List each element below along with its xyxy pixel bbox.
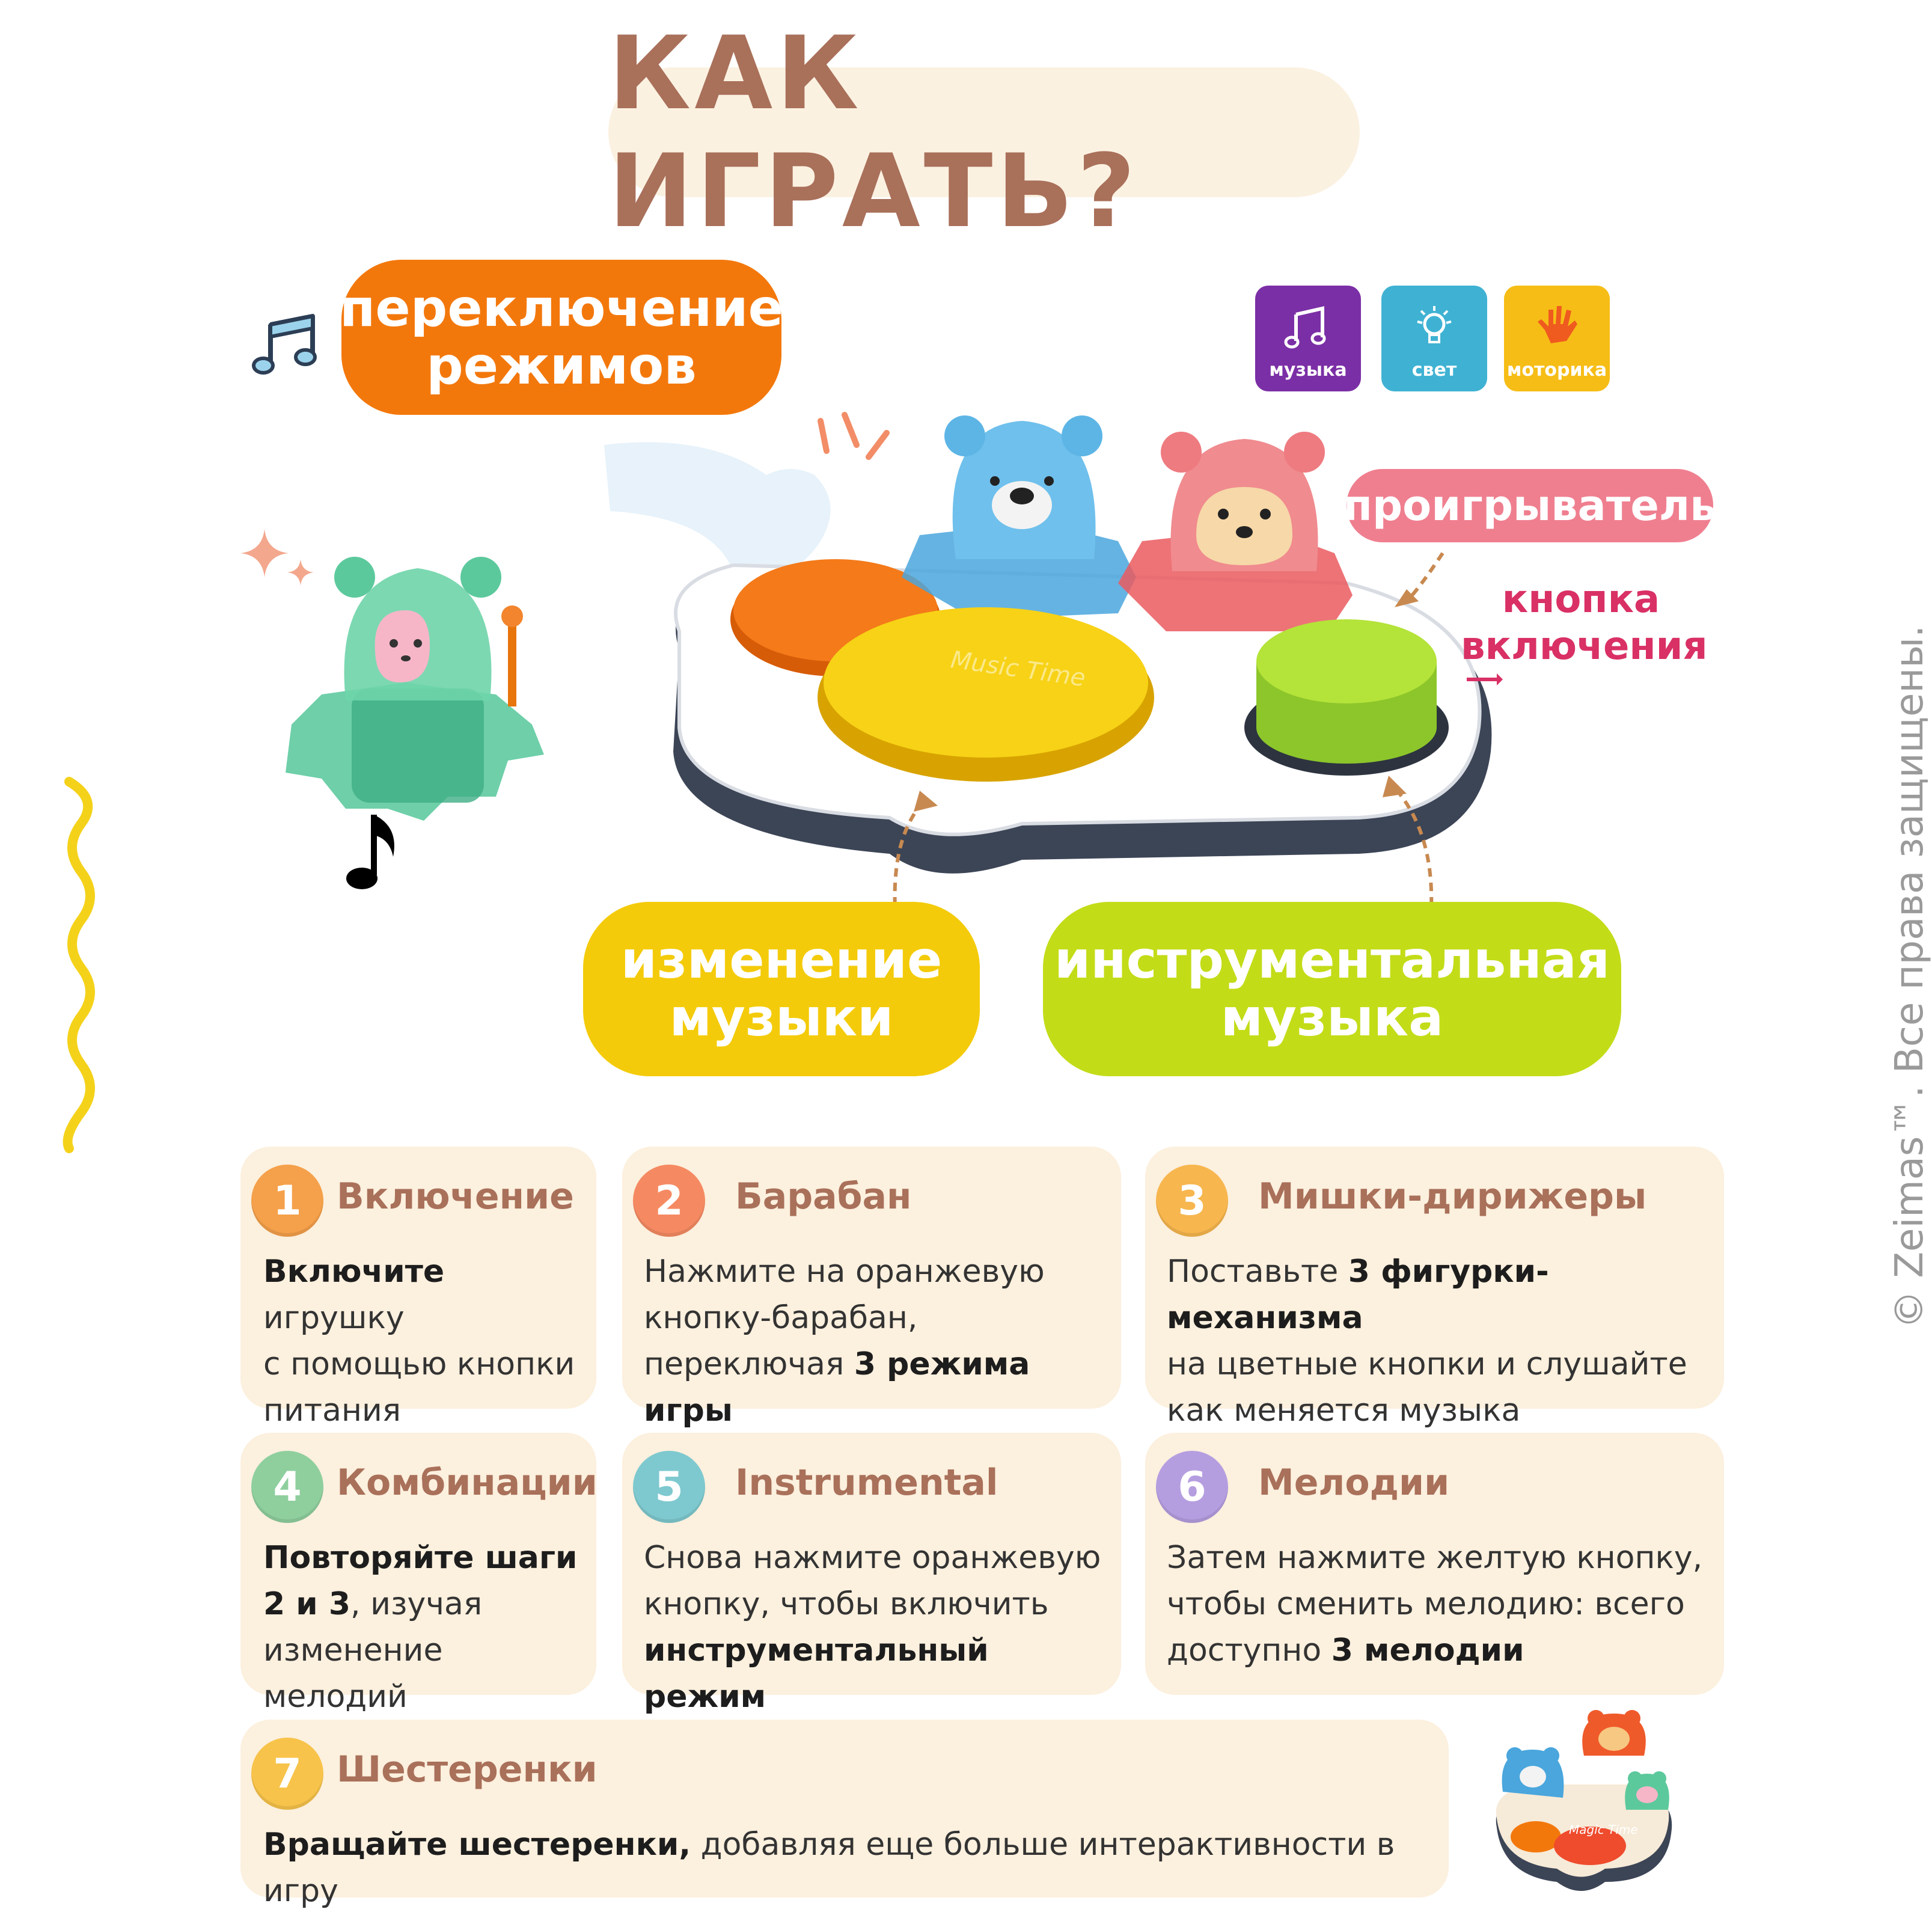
step-text: доступно — [1167, 1632, 1331, 1668]
step-text-bold: Включите — [263, 1254, 445, 1290]
instrumental-line-1: инструментальная — [1054, 930, 1610, 990]
feature-music-label: музыка — [1269, 360, 1347, 381]
blue-music-note-icon — [252, 313, 325, 379]
step-body-line — [644, 1628, 1109, 1720]
step-text: на цветные кнопки и слушайте — [1167, 1346, 1687, 1382]
small-toy-illustration — [1485, 1708, 1683, 1906]
step-body-line — [1167, 1341, 1712, 1388]
feature-light — [1381, 286, 1487, 391]
step-title: Барабан — [735, 1175, 912, 1218]
step-text: Снова нажмите оранжевую — [644, 1540, 1101, 1576]
feature-motor-label: моторика — [1506, 360, 1607, 381]
step-body — [263, 1822, 1437, 1914]
step-badge: 5 — [633, 1451, 705, 1523]
step-body-line — [263, 1535, 584, 1581]
page-title: КАК ИГРАТЬ? — [608, 14, 1139, 250]
step-card-3 — [1145, 1147, 1724, 1429]
mode-switch-line-1: переключение — [340, 278, 783, 339]
power-button-callout — [1461, 576, 1708, 670]
step-card-2 — [622, 1147, 1121, 1429]
step-card-7 — [240, 1720, 1449, 1909]
step-body — [263, 1535, 584, 1720]
step-text: игрушку — [263, 1300, 405, 1336]
step-text-bold: 2 и 3 — [263, 1586, 351, 1622]
step-body-line — [263, 1628, 584, 1720]
step-badge: 7 — [251, 1738, 323, 1810]
yellow-wave-decoration — [57, 776, 105, 1154]
music-notes-icon — [1284, 304, 1332, 352]
step-card-1 — [240, 1147, 596, 1429]
step-body-line — [263, 1249, 584, 1341]
copyright-notice: © Zeimas™. Все права защищены. — [1888, 625, 1932, 1329]
step-text-bold: 3 мелодии — [1331, 1632, 1524, 1668]
step-body-line — [1167, 1581, 1712, 1628]
step-body-line — [644, 1295, 1109, 1341]
toy-brand-text: Music Time — [949, 646, 1087, 693]
music-change-callout — [583, 902, 980, 1076]
music-change-line-1: изменение — [620, 930, 943, 990]
step-body-line — [1167, 1628, 1712, 1674]
feature-light-label: свет — [1411, 360, 1457, 381]
step-title: Шестеренки — [337, 1748, 598, 1791]
step-text: чтобы сменить мелодию: всего — [1167, 1586, 1685, 1622]
step-text-bold: инструментальный режим — [644, 1632, 989, 1715]
step-body-line — [263, 1822, 1437, 1914]
step-badge: 3 — [1156, 1165, 1228, 1237]
step-body — [644, 1249, 1109, 1434]
step-body-line — [1167, 1249, 1712, 1341]
player-callout — [1343, 469, 1717, 542]
step-text: Затем нажмите желтую кнопку, — [1167, 1540, 1703, 1576]
step-body-line — [644, 1535, 1109, 1581]
step-badge: 6 — [1156, 1451, 1228, 1523]
player-label: проигрыватель — [1343, 480, 1717, 530]
instrumental-callout — [1043, 902, 1621, 1076]
step-text-bold: Повторяйте шаги — [263, 1540, 578, 1576]
step-body — [1167, 1249, 1712, 1434]
step-card-4 — [240, 1433, 598, 1715]
step-title: Включение — [337, 1175, 574, 1218]
step-title: Комбинации — [337, 1462, 598, 1504]
hand-icon — [1533, 304, 1581, 352]
step-text: добавляя еще больше интерактивности в игру — [263, 1827, 1395, 1909]
title-banner — [608, 14, 1360, 250]
instrumental-line-2: музыка — [1220, 988, 1444, 1048]
step-text: питания — [263, 1392, 402, 1429]
step-badge: 2 — [633, 1165, 705, 1237]
power-line-1: кнопка — [1502, 577, 1660, 622]
step-body-line — [263, 1388, 584, 1434]
step-body-line — [1167, 1535, 1712, 1581]
step-text: Нажмите на оранжевую — [644, 1254, 1045, 1290]
step-body — [1167, 1535, 1712, 1674]
mode-switch-line-2: режимов — [426, 336, 697, 396]
step-badge: 4 — [251, 1451, 323, 1523]
step-body — [644, 1535, 1109, 1720]
step-body — [263, 1249, 584, 1434]
power-line-2: включения — [1461, 624, 1708, 669]
step-text-bold: 3 фигурки-механизма — [1167, 1254, 1549, 1336]
step-title: Мишки-дирижеры — [1258, 1175, 1647, 1218]
green-bear-figure — [267, 544, 604, 833]
step-body-line — [644, 1249, 1109, 1295]
feature-motor-skills — [1504, 286, 1610, 391]
step-text: Поставьте — [1167, 1254, 1348, 1290]
step-text: кнопку-барабан, — [644, 1300, 918, 1336]
step-text: изменение мелодий — [263, 1632, 443, 1715]
music-change-line-2: музыки — [669, 988, 894, 1048]
step-text: как меняется музыка — [1167, 1392, 1521, 1429]
step-body-line — [263, 1341, 584, 1388]
step-body-line — [644, 1341, 1109, 1434]
step-card-6 — [1145, 1433, 1724, 1695]
step-badge: 1 — [251, 1165, 323, 1237]
step-text: с помощью кнопки — [263, 1346, 575, 1382]
small-toy-text: Magic Time — [1569, 1822, 1638, 1837]
step-body-line — [263, 1581, 584, 1628]
step-text: кнопку, чтобы включить — [644, 1586, 1049, 1622]
mode-switch-callout — [341, 260, 781, 415]
step-title: Instrumental — [735, 1462, 998, 1504]
step-text-bold: Вращайте шестеренки, — [263, 1827, 691, 1863]
feature-music — [1255, 286, 1361, 391]
step-card-5 — [622, 1433, 1121, 1715]
step-title: Мелодии — [1258, 1462, 1450, 1504]
step-text: , изучая — [350, 1586, 483, 1622]
step-body-line — [644, 1581, 1109, 1628]
step-body-line — [1167, 1388, 1712, 1434]
black-music-note-icon — [341, 809, 408, 899]
step-text: переключая — [644, 1346, 854, 1382]
light-bulb-icon — [1410, 304, 1458, 352]
step-text-bold: 3 режима игры — [644, 1346, 1030, 1429]
